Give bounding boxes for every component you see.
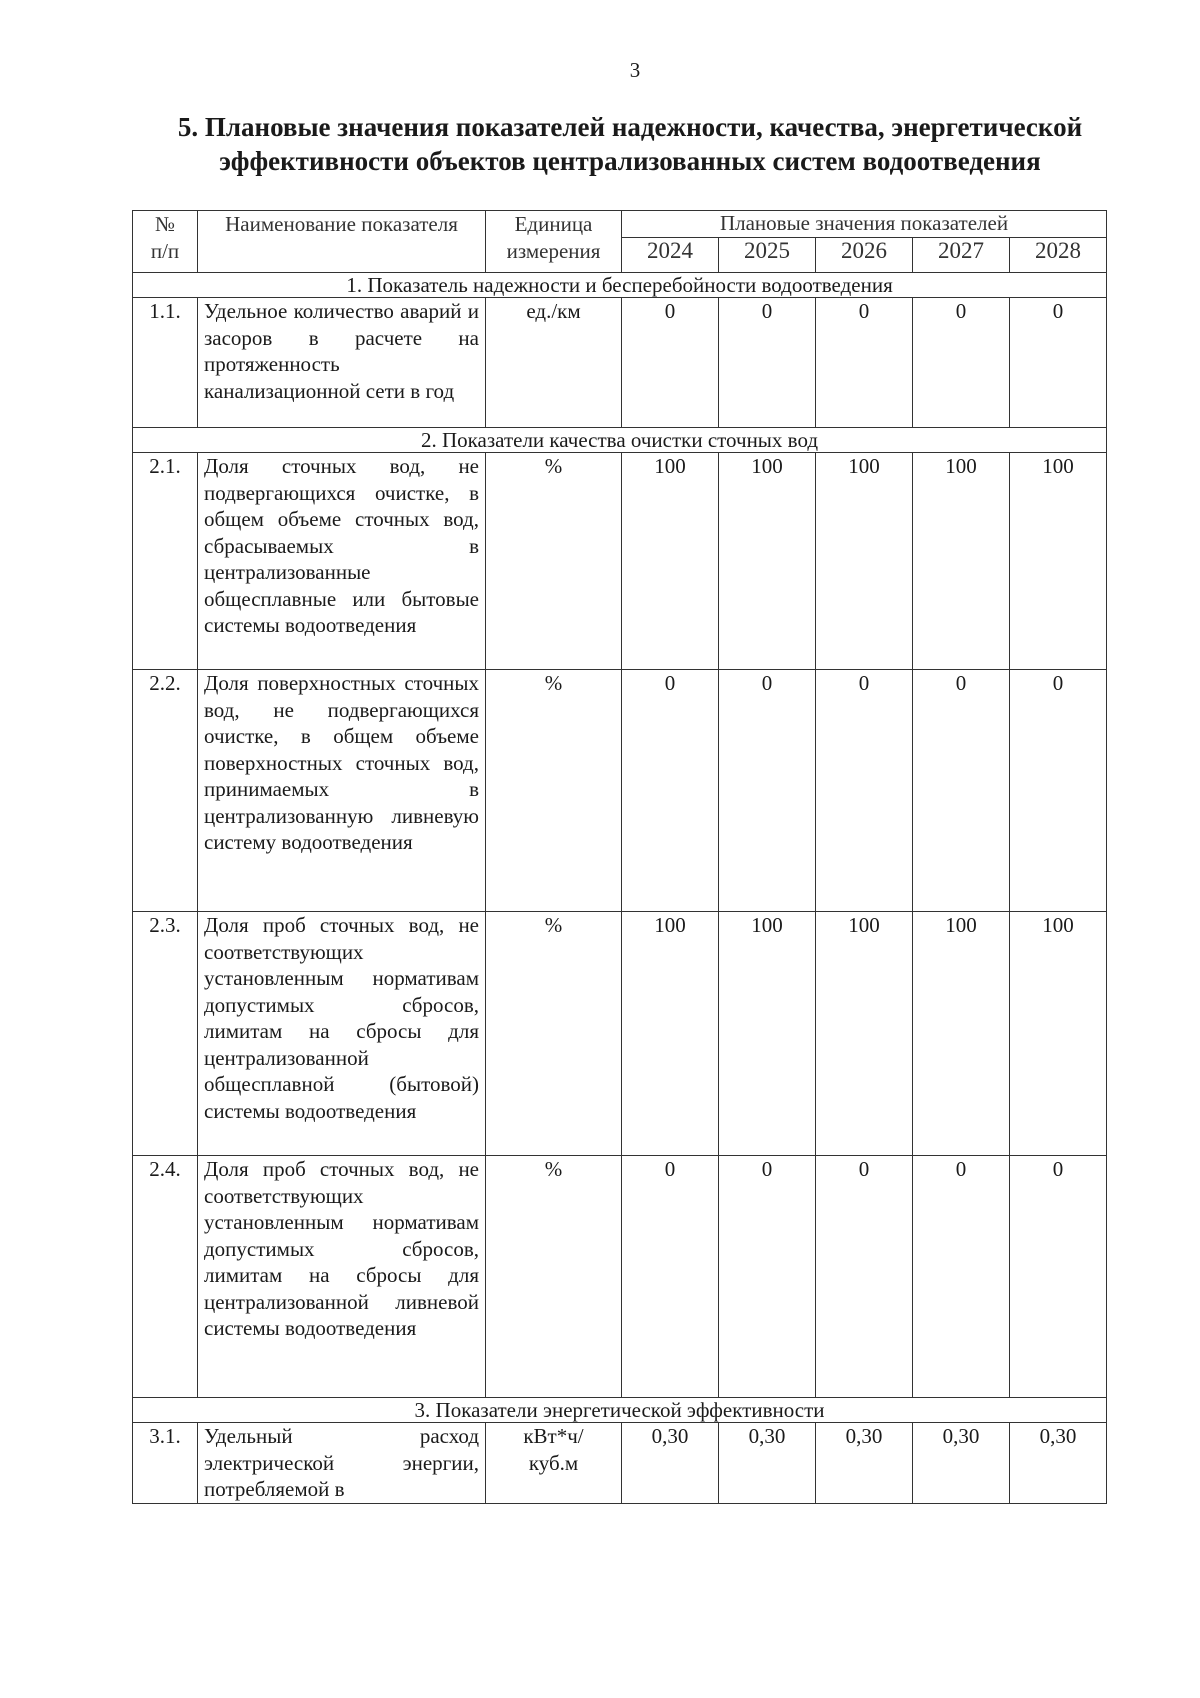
value-cell: 100 [913,912,1010,1156]
column-header-year: 2024 [622,238,719,273]
header-unit-line-2: измерения [506,238,601,263]
indicator-unit [486,1423,622,1504]
value-cell: 0 [913,1156,1010,1398]
value-cell: 0,30 [913,1423,1010,1504]
row-number: 2.4. [133,1156,198,1398]
indicator-name: Доля поверхностных сточных вод, не подвергающихся очистке, в общем объеме поверхностных сточных вод, принимаемых в централизованную ливневую систему водоотведения [198,670,486,912]
page-title [150,110,1110,178]
value-cell: 100 [1010,453,1107,670]
value-cell: 0 [913,670,1010,912]
value-cell: 0,30 [622,1423,719,1504]
value-cell: 0,30 [719,1423,816,1504]
column-header-unit [486,211,622,273]
value-cell: 0 [719,1156,816,1398]
indicator-unit: % [486,670,622,912]
value-cell: 0 [816,670,913,912]
value-cell: 100 [1010,912,1107,1156]
value-cell: 0 [1010,1156,1107,1398]
indicator-name: Доля проб сточных вод, не соответствующих установленным нормативам допустимых сбросов, лимитам на сбросы для централизованной общесплавной (бытовой) системы водоотведения [198,912,486,1156]
value-cell: 100 [719,453,816,670]
section-title: 1. Показатель надежности и бесперебойности водоотведения [133,273,1107,298]
value-cell: 100 [816,912,913,1156]
table-row [133,670,1107,912]
header-unit-line-1: Единица [514,212,593,236]
value-cell: 0,30 [1010,1423,1107,1504]
column-header-name: Наименование показателя [198,211,486,273]
value-cell: 0,30 [816,1423,913,1504]
column-header-year: 2027 [913,238,1010,273]
indicator-unit: ед./км [486,298,622,428]
section-row [133,428,1107,453]
header-number-line-2: п/п [150,238,180,263]
section-row [133,1398,1107,1423]
indicator-unit: % [486,912,622,1156]
row-number: 1.1. [133,298,198,428]
value-cell: 100 [816,453,913,670]
value-cell: 0 [1010,670,1107,912]
section-title: 3. Показатели энергетической эффективности [133,1398,1107,1423]
column-header-year: 2025 [719,238,816,273]
row-number: 2.3. [133,912,198,1156]
column-header-year: 2028 [1010,238,1107,273]
value-cell: 100 [719,912,816,1156]
indicator-unit: % [486,453,622,670]
value-cell: 0 [622,670,719,912]
page-title-line-2: эффективности объектов централизованных систем водоотведения [219,146,1041,176]
value-cell: 0 [719,670,816,912]
indicator-name: Доля сточных вод, не подвергающихся очистке, в общем объеме сточных вод, сбрасываемых в централизованные общесплавные или бытовые системы водоотведения [198,453,486,670]
value-cell: 0 [622,1156,719,1398]
header-row [133,211,1107,238]
table-row [133,1156,1107,1398]
table-row [133,912,1107,1156]
table-row [133,1423,1107,1504]
value-cell: 0 [622,298,719,428]
indicator-name: Удельное количество аварий и засоров в расчете на протяженность канализационной сети в год [198,298,486,428]
row-number: 2.2. [133,670,198,912]
indicator-unit: % [486,1156,622,1398]
indicator-unit-line-2: куб.м [528,1450,579,1475]
value-cell: 100 [622,912,719,1156]
section-title: 2. Показатели качества очистки сточных вод [133,428,1107,453]
row-number: 3.1. [133,1423,198,1504]
header-number-line-1: № [154,212,176,236]
value-cell: 0 [1010,298,1107,428]
indicators-table [132,210,1107,1504]
column-header-planned-values: Плановые значения показателей [622,211,1107,238]
table-row [133,298,1107,428]
section-row [133,273,1107,298]
column-header-number [133,211,198,273]
row-number: 2.1. [133,453,198,670]
indicator-name: Удельный расход электрической энергии, потребляемой в [198,1423,486,1504]
value-cell: 0 [913,298,1010,428]
indicator-name: Доля проб сточных вод, не соответствующих установленным нормативам допустимых сбросов, лимитам на сбросы для централизованной ливневой системы водоотведения [198,1156,486,1398]
value-cell: 100 [913,453,1010,670]
page-number: 3 [629,58,641,82]
value-cell: 0 [719,298,816,428]
value-cell: 0 [816,1156,913,1398]
value-cell: 100 [622,453,719,670]
column-header-year: 2026 [816,238,913,273]
table-row [133,453,1107,670]
value-cell: 0 [816,298,913,428]
indicator-unit-line-1: кВт*ч/ [523,1424,584,1448]
page-title-line-1: 5. Плановые значения показателей надежности, качества, энергетической [177,112,1083,142]
